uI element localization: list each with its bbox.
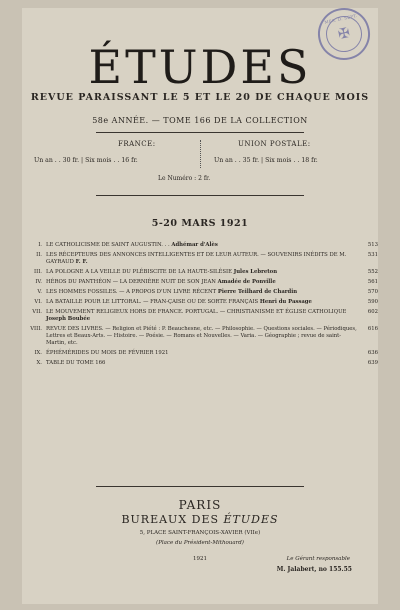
- footer-year: 1921: [193, 556, 207, 562]
- toc-page: 570: [367, 289, 378, 295]
- toc-page: 513: [367, 242, 378, 248]
- toc-entry: [28, 242, 378, 249]
- toc-entry: [28, 309, 378, 323]
- price-separator: [200, 140, 201, 168]
- toc-page: 616: [367, 326, 378, 332]
- toc-title: REVUE DES LIVRES. — Religion et Piété : P. Beauchesne, etc. — Philosophie. — Questions sociales. — Périodiques, Lettres et Beaux-Arts. — Histoire. — Poésie. — Romans et Nouvelles. — Varia. — Géographie ; revue de saint-Martin, etc.: [46, 326, 357, 346]
- union-price: Un an . . 35 fr. | Six mois . . 18 fr.: [214, 157, 318, 164]
- toc-page: 602: [367, 309, 378, 315]
- toc-title: ÉPHÉMÉRIDES DU MOIS DE FÉVRIER 1921: [46, 350, 169, 356]
- journal-title: ÉTUDES: [88, 40, 312, 94]
- issue-price: Le Numéro : 2 fr.: [158, 175, 211, 182]
- toc-author: Henri du Passage: [259, 299, 312, 305]
- footer-bureaux: [0, 513, 400, 526]
- toc-number: IX.: [34, 350, 42, 356]
- toc-entry: [28, 269, 378, 276]
- toc-number: III.: [34, 269, 42, 275]
- france-label: FRANCE:: [118, 140, 156, 148]
- toc-body: [46, 252, 358, 266]
- toc-author: Jules Lebreton: [233, 269, 278, 275]
- footer-address: 5, PLACE SAINT-FRANÇOIS-XAVIER (VIIe): [139, 530, 261, 536]
- table-of-contents: [28, 242, 378, 370]
- gerant-label: Le Gérant responsable: [286, 556, 350, 562]
- toc-author: Joseph Boubée: [46, 316, 91, 322]
- toc-page: 561: [367, 279, 378, 285]
- toc-entry: [28, 299, 378, 306]
- gerant-name: M. Jalabert, no 155.55: [276, 566, 352, 573]
- toc-body: [46, 360, 358, 367]
- toc-number: VIII.: [30, 326, 42, 332]
- toc-number: II.: [36, 252, 42, 258]
- toc-author: F. F.: [75, 259, 88, 265]
- toc-title: LE MOUVEMENT RELIGIEUX HORS DE FRANCE. PORTUGAL. — CHRISTIANISME ET ÉGLISE CATHOLIQUE: [46, 309, 347, 315]
- toc-author: Amadée de Ponville: [217, 279, 276, 285]
- toc-entry: [28, 252, 378, 266]
- toc-entry: [28, 279, 378, 286]
- toc-body: [46, 299, 358, 306]
- toc-title: LE CATHOLICISME DE SAINT AUGUSTIN. . .: [46, 242, 170, 248]
- toc-entry: [28, 326, 378, 347]
- toc-title: TABLE DU TOME 166: [46, 360, 106, 366]
- toc-body: [46, 242, 358, 249]
- toc-body: [46, 279, 358, 286]
- toc-title: LA BATAILLE POUR LE LITTORAL. — FRAN-ÇAISE OU DE SORTE FRANÇAIS: [46, 299, 259, 305]
- toc-number: VII.: [32, 309, 42, 315]
- toc-number: IV.: [35, 279, 42, 285]
- toc-page: 636: [367, 350, 378, 356]
- toc-body: [46, 350, 358, 357]
- toc-title: LES RÉCEPTEURS DES ANNONCES INTELLIGENTES ET DE LEUR AUTEUR. — SOUVENIRS INÉDITS DE M. GAYRAUD: [46, 252, 347, 265]
- toc-page: 590: [367, 299, 378, 305]
- toc-page: 531: [367, 252, 378, 258]
- footer-city: PARIS: [178, 498, 222, 512]
- bureaux-name: ÉTUDES: [223, 513, 279, 526]
- bureaux-prefix: BUREAUX DES: [121, 513, 220, 526]
- toc-author: Pierre Teilhard de Chardin: [217, 289, 298, 295]
- toc-body: [46, 289, 358, 296]
- toc-body: [46, 326, 358, 347]
- toc-title: LES HOMMES FOSSILES. — A PROPOS D'UN LIVRE RÉCENT: [46, 289, 217, 295]
- toc-author: Adhémar d'Alès: [171, 242, 218, 248]
- cross-icon: ✠: [336, 24, 352, 44]
- toc-entry: [28, 360, 378, 367]
- toc-page: 639: [367, 360, 378, 366]
- toc-number: X.: [36, 360, 42, 366]
- year-volume-line: 58e ANNÉE. — TOME 166 DE LA COLLECTION: [92, 116, 308, 125]
- divider-middle: [96, 195, 304, 196]
- toc-page: 552: [367, 269, 378, 275]
- toc-number: I.: [38, 242, 42, 248]
- toc-number: V.: [37, 289, 42, 295]
- toc-entry: [28, 289, 378, 296]
- toc-title: HÉROS DU PANTHÉON — LA DERNIÈRE NUIT DE SON JEAN: [46, 279, 216, 285]
- toc-entry: [28, 350, 378, 357]
- toc-body: [46, 269, 358, 276]
- footer-address-note: (Place du Président-Mithouard): [156, 540, 244, 546]
- divider-bottom: [96, 486, 304, 487]
- issue-date: 5-20 MARS 1921: [151, 218, 249, 229]
- france-price: Un an . . 30 fr. | Six mois . . 16 fr.: [34, 157, 138, 164]
- toc-body: [46, 309, 358, 323]
- stamp-text: MES. D. SEPT.: [323, 12, 358, 25]
- divider-top: [96, 132, 304, 133]
- union-label: UNION POSTALE:: [238, 140, 311, 148]
- toc-title: LA POLOGNE A LA VEILLE DU PLÉBISCITE DE LA HAUTE-SILÉSIE: [46, 269, 233, 275]
- journal-subtitle: REVUE PARAISSANT LE 5 ET LE 20 DE CHAQUE MOIS: [30, 92, 370, 103]
- toc-number: VI.: [34, 299, 42, 305]
